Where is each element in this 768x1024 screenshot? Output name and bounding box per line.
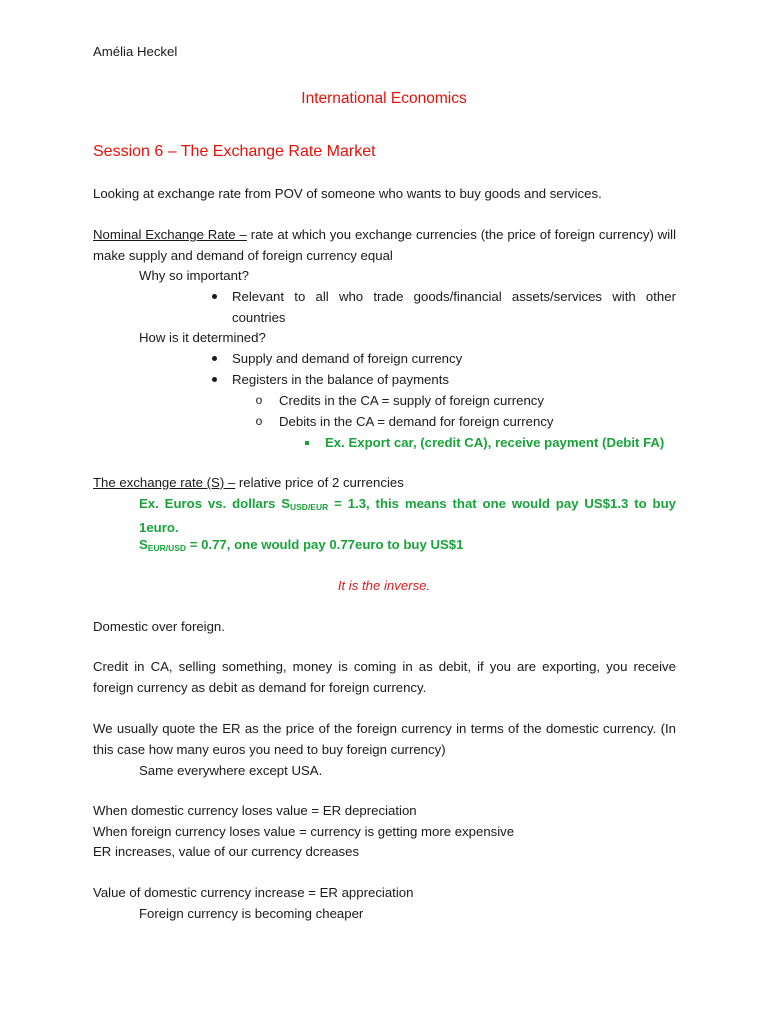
example-2-prefix: S [139,537,148,552]
quote-paragraph: We usually quote the ER as the price of the foreign currency in terms of the domestic currency. (In this case how many euros you need to buy foreign currency) [93,721,676,757]
exchange-rate-definition-text: relative price of 2 currencies [235,475,404,490]
depreciation-line-3: ER increases, value of our currency dcreases [93,844,360,859]
why-label: Why so important? [139,268,249,283]
session-heading: Session 6 – The Exchange Rate Market [93,143,376,160]
bullet-dot [209,350,219,365]
exchange-rate-example-1 [139,494,676,538]
nominal-example: Ex. Export car, (credit CA), receive payment (Debit FA) [325,435,665,450]
sub-bullet-1: Credits in the CA = supply of foreign currency [279,393,544,408]
why-bullet-line-2: countries [232,310,286,325]
exchange-rate-example-2 [139,536,463,557]
nominal-term: Nominal Exchange Rate – [93,227,247,242]
domestic-text: Domestic over foreign. [93,619,225,634]
depreciation-line-1: When domestic currency loses value = ER depreciation [93,803,417,818]
credit-paragraph: Credit in CA, selling something, money is coming in as debit, if you are exporting, you receive foreign currency as debit as demand for foreign currency. [93,659,676,695]
nominal-definition-text: rate at which you exchange currencies (the price of foreign currency) will make supply and demand of foreign currency equal [93,227,677,263]
appreciation-line-2: Foreign currency is becoming cheaper [139,906,364,921]
depreciation-line-2: When foreign currency loses value = currency is getting more expensive [93,824,515,839]
intro-text: Looking at exchange rate from POV of someone who wants to buy goods and services. [93,186,602,201]
example-1-suffix: = 1.3, this means that one would pay US$1.3 to buy 1euro. [139,496,676,535]
example-1-subscript: USD/EUR [290,502,329,512]
nominal-definition [93,225,676,266]
example-2-suffix: = 0.77, one would pay 0.77euro to buy US$1 [186,537,464,552]
appreciation-line-1: Value of domestic currency increase = ER appreciation [93,885,414,900]
sub-bullet-2: Debits in the CA = demand for foreign currency [279,414,554,429]
how-bullet-1: Supply and demand of foreign currency [232,351,463,366]
course-title: International Economics [301,90,467,107]
bullet-dot [209,288,219,303]
bullet-square [302,434,312,449]
bullet-dot [209,371,219,386]
author-name: Amélia Heckel [93,44,178,59]
bullet-circle [254,392,264,407]
example-1-prefix: Ex. Euros vs. dollars S [139,496,290,511]
exchange-rate-term: The exchange rate (S) – [93,475,236,490]
same-everywhere-text: Same everywhere except USA. [139,763,323,778]
why-bullet-line-1: Relevant to all who trade goods/financial assets/services with other [232,289,676,304]
bullet-circle [254,413,264,428]
how-bullet-2: Registers in the balance of payments [232,372,449,387]
exchange-rate-definition [93,474,404,491]
example-2-subscript: EUR/USD [147,543,187,553]
inverse-note: It is the inverse. [337,578,431,593]
how-label: How is it determined? [139,330,266,345]
